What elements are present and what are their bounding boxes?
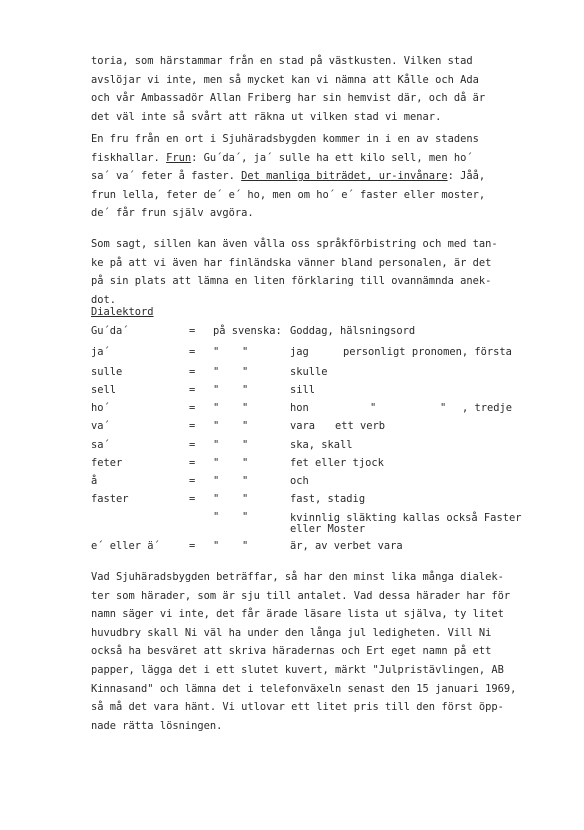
glossary-word: e´ eller ä´ [91,540,160,552]
glossary-equals: = [189,366,196,378]
glossary-word: sa´ [91,439,110,451]
glossary-meaning: jag [290,346,309,358]
text-line: Som sagt, sillen kan även vålla oss språkförbistring och med tan- [91,238,498,250]
text-line: så må det vara hänt. Vi utlovar ett litet pris till den först öpp- [91,701,504,714]
glossary-note: , tredje [462,402,513,414]
text-line: toria, som härstammar från en stad på västkusten. Vilken stad [91,55,473,67]
ditto-mark: " [213,540,220,552]
text-line: frun lella, feter de´ e´ ho, men om ho´ e´ faster eller moster, [91,188,486,201]
glossary-word: ja´ [91,346,110,358]
text-segment: sa´ va´ feter å faster. [91,170,242,183]
glossary-equals: = [189,402,196,414]
text-line: och vår Ambassadör Allan Friberg har sin hemvist där, och då är [91,92,486,105]
ditto-mark: " [242,457,249,469]
ditto-mark: " [242,439,249,451]
text-line: nade rätta lösningen. [91,719,223,732]
ditto-mark: " [242,540,249,552]
glossary-title: Dialektord [91,306,154,318]
text-line: avslöjar vi inte, men så mycket kan vi nämna att Kålle och Ada [91,73,479,86]
glossary-meaning: hon [290,402,309,414]
glossary-word: sulle [91,366,123,378]
ditto-mark: " [213,366,220,378]
text-line: namn säger vi inte, det får ärade läsare lista ut själva, ty litet [91,608,504,621]
text-line [91,167,531,186]
glossary-meaning: fast, stadig [290,493,366,505]
ditto-mark: " [242,384,249,396]
ditto-mark: " [213,493,220,505]
glossary-word: feter [91,457,123,469]
ditto-mark: " [242,420,249,432]
paragraph-contest [91,568,531,735]
text-line: de´ får frun själv avgöra. [91,207,254,220]
text-line: också ha besväret att skriva häradernas och Ert eget namn på ett [91,645,492,658]
ditto-mark: " [213,402,220,414]
glossary-meaning: kvinnlig släkting kallas också Faster [290,512,522,524]
glossary-equals: = [189,540,196,552]
glossary-meaning: ska, skall [290,439,353,451]
glossary-meaning: vara [290,420,316,432]
glossary-meaning: är, av verbet vara [290,540,403,552]
glossary-note: personligt pronomen, första [343,346,512,358]
ditto-mark: " [370,402,377,414]
text-segment: fiskhallar. [91,151,167,164]
text-line: dot. [91,293,117,306]
glossary-note: ett verb [335,420,386,432]
glossary-word: ho´ [91,402,110,414]
ditto-mark: " [440,402,447,414]
glossary-meaning: fet eller tjock [290,457,384,469]
text-line: ter som härader, som är sju till antalet. Vad dessa härader har för [91,589,511,602]
glossary-meaning: Goddag, hälsningsord [290,325,416,337]
glossary-word: Gu´da´ [91,325,129,337]
glossary-meaning: skulle [290,366,328,378]
text-line: papper, lägga det i ett slutet kuvert, märkt "Julpristävlingen, AB [91,663,504,676]
text-line: Vad Sjuhäradsbygden beträffar, så har den minst lika många dialek- [91,571,504,583]
text-segment: : Gu´da´, ja´ sulle ha ett kilo sell, men ho´ [191,151,473,164]
ditto-mark: " [213,475,220,487]
text-line: Kinnasand" och lämna det i telefonväxeln senast den 15 januari 1969, [91,682,517,695]
glossary-equals: = [189,420,196,432]
ditto-mark: " [213,346,220,358]
glossary-equals: = [189,384,196,396]
text-segment: : Jåå, [447,170,486,183]
glossary-equals: = [189,493,196,505]
ditto-mark: " [213,384,220,396]
glossary-equals: = [189,325,196,337]
glossary-meaning: eller Moster [290,523,366,535]
glossary-word: sell [91,384,117,396]
ditto-mark: " [242,366,249,378]
text-line: En fru från en ort i Sjuhäradsbygden kommer in i en av stadens [91,133,479,145]
ditto-mark: " [213,420,220,432]
glossary-meaning: och [290,475,309,487]
text-line [91,149,531,168]
text-line: ke på att vi även har finländska vänner bland personalen, är det [91,256,492,269]
glossary-equals: = [189,439,196,451]
glossary-word: faster [91,493,129,505]
text-line: huvudbry skall Ni väl ha under den långa jul ledigheten. Vill Ni [91,626,492,639]
glossary-meaning: sill [290,384,316,396]
speaker-frun: Frun [166,151,192,164]
ditto-mark: " [242,511,249,523]
ditto-mark: " [242,475,249,487]
ditto-mark: " [213,439,220,451]
text-line: det väl inte så svårt att räkna ut vilken stad vi menar. [91,110,442,123]
glossary-equals: = [189,346,196,358]
ditto-mark: " [213,457,220,469]
glossary-word: va´ [91,420,110,432]
glossary-equals: = [189,457,196,469]
speaker-bitradet: Det manliga biträdet, ur-invånare [241,170,448,183]
glossary-equals: = [189,475,196,487]
text-line: på sin plats att lämna en liten förklaring till ovannämnda anek- [91,275,492,288]
paragraph-explanation [91,235,531,309]
ditto-mark: " [213,511,220,523]
ditto-mark: " [242,493,249,505]
paragraph-intro [91,52,531,126]
glossary-word: å [91,475,98,487]
ditto-mark: " [242,402,249,414]
glossary-language: på svenska: [213,325,282,337]
paragraph-anecdote [91,130,531,223]
ditto-mark: " [242,346,249,358]
